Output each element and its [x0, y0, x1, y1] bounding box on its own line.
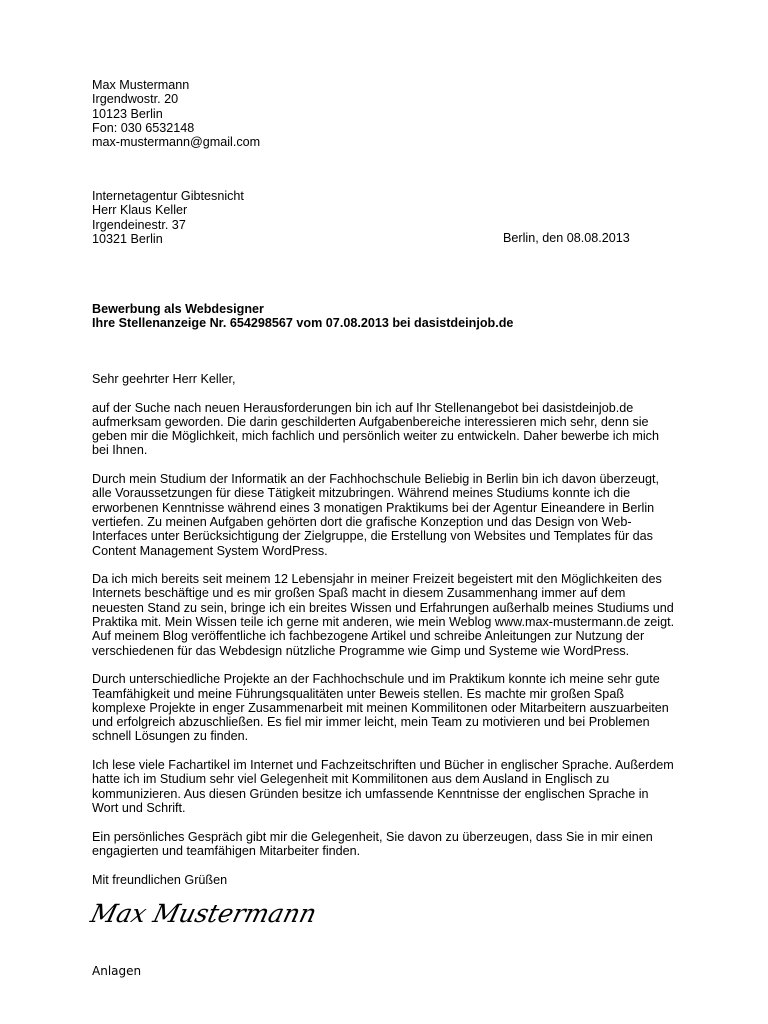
sender-phone: Fon: 030 6532148 — [92, 120, 195, 135]
sender-address — [92, 78, 652, 149]
recipient-street: Irgendeinestr. 37 — [92, 217, 186, 232]
handwritten-signature — [87, 895, 320, 938]
recipient-company: Internetagentur Gibtesnicht — [92, 189, 244, 203]
letter-date: Berlin, den 08.08.2013 — [503, 231, 630, 245]
sender-street: Irgendwostr. 20 — [92, 92, 179, 107]
body-paragraph: Da ich mich bereits seit meinem 12 Lebensjahr in meiner Freizeit begeistert mit den Möglichkeiten des Internets beschäftige und es mir großen Spaß macht in diesem Zusammenhang immer auf dem neuesten Stand zu sein, bringe ich ein breites Wissen und Erfahrungen außerhalb meines Studiums und Praktika mit. Mein Wissen teile ich gerne mit anderen, wie mein Weblog www.max-mustermann.de zeigt. Auf meinem Blog veröffentliche ich fachbezogene Artikel und schreibe Anleitungen zur Nutzung der verschiedenen für das Webdesign nützliche Programme wie Gimp und Systeme wie WordPress. — [92, 572, 675, 658]
signature-image — [87, 895, 320, 935]
sender-name: Max Mustermann — [92, 78, 190, 92]
sender-email: max-mustermann@gmail.com — [92, 135, 261, 150]
sender-city: 10123 Berlin — [92, 106, 163, 121]
recipient-person: Herr Klaus Keller — [92, 203, 188, 218]
signature-text: Max Mustermann — [87, 898, 320, 928]
body-paragraph: Ein persönliches Gespräch gibt mir die Gelegenheit, Sie davon zu überzeugen, dass Sie in mir einen engagierten und teamfähigen Mitarbeiter finden. — [92, 829, 653, 858]
closing-phrase: Mit freundlichen Grüßen — [92, 873, 228, 887]
body-paragraph: Ich lese viele Fachartikel im Internet und Fachzeitschriften und Bücher in englischer Sprache. Außerdem hatte ich im Studium sehr viel Gelegenheit mit Kommilitonen aus dem Ausland in Englisch zu kommunizieren. Aus diesen Gründen besitze ich umfassende Kenntnisse der englischen Sprache in Wort und Schrift. — [92, 758, 674, 815]
attachments-label: Anlagen — [92, 964, 142, 978]
letter-body — [92, 372, 677, 872]
subject-block — [92, 302, 672, 331]
body-paragraph: Durch mein Studium der Informatik an der Fachhochschule Beliebig in Berlin bin ich davon überzeugt, alle Voraussetzungen für diese Tätigkeit mitzubringen. Während meines Studiums konnte ich die erworbenen Kenntnisse während eines 3 monatigen Praktikums bei der Agentur Eineandere in Berlin vertiefen. Zu meinen Aufgaben gehörten dort die grafische Konzeption und das Design von Web-Interfaces unter Berücksichtigung der Zielgruppe, die Erstellung von Websites und Templates für das Content Management System WordPress. — [92, 472, 660, 558]
body-paragraph: Durch unterschiedliche Projekte an der Fachhochschule und im Praktikum konnte ich meine sehr gute Teamfähigkeit und meine Führungsqualitäten unter Beweis stellen. Es machte mir großen Spaß komplexe Projekte in enger Zusammenarbeit mit meinen Kommilitonen oder Mitarbeitern auszuarbeiten und erfolgreich abzuschließen. Es fiel mir immer leicht, mein Team zu motivieren und bei Problemen schnell Lösungen zu finden. — [92, 672, 669, 744]
subject-line-1: Bewerbung als Webdesigner — [92, 302, 264, 316]
salutation: Sehr geehrter Herr Keller, — [92, 372, 236, 386]
recipient-city: 10321 Berlin — [92, 231, 163, 246]
body-paragraph: auf der Suche nach neuen Herausforderungen bin ich auf Ihr Stellenangebot bei dasistdeinjob.de aufmerksam geworden. Die darin geschilderten Aufgabenbereiche interessieren mich sehr, denn sie geben mir die Möglichkeit, mich fachlich und persönlich weiter zu entwickeln. Daher bewerbe ich mich bei Ihnen. — [92, 400, 659, 458]
subject-line-2: Ihre Stellenanzeige Nr. 654298567 vom 07.08.2013 bei dasistdeinjob.de — [92, 316, 514, 331]
